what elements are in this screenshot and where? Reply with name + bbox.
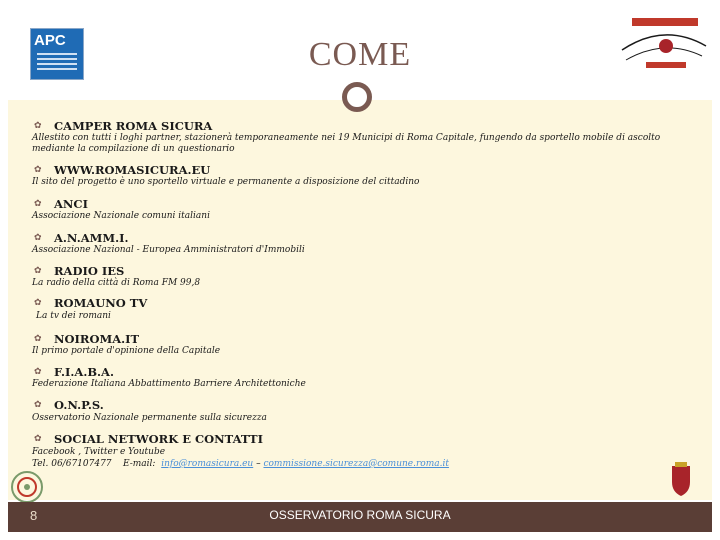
contacts-line xyxy=(32,459,692,470)
item-desc-romauno: La tv dei romani xyxy=(36,311,111,321)
apc-logo-text-lines xyxy=(37,53,77,73)
email-link-romasicura[interactable]: info@romasicura.eu xyxy=(161,459,254,469)
item-desc-radio: La radio della città di Roma FM 99,8 xyxy=(32,278,201,288)
item-desc-noiroma: Il primo portale d'opinione della Capitale xyxy=(32,346,221,356)
item-desc-anci: Associazione Nazionale comuni italiani xyxy=(32,211,210,221)
bullet-icon: ✿ xyxy=(34,367,42,377)
roma-capitale-emblem-icon xyxy=(666,462,696,500)
bullet-icon: ✿ xyxy=(34,199,42,209)
bullet-icon: ✿ xyxy=(34,266,42,276)
bullet-icon: ✿ xyxy=(34,165,42,175)
bullet-icon: ✿ xyxy=(34,400,42,410)
contact-email-label: E-mail: xyxy=(122,459,156,469)
item-title-radio: RADIO IES xyxy=(54,264,125,278)
email-link-commissione[interactable]: commissione.sicurezza@comune.roma.it xyxy=(263,459,449,469)
bullet-icon: ✿ xyxy=(34,121,42,131)
page-number: 8 xyxy=(30,508,38,523)
item-title-camper: CAMPER ROMA SICURA xyxy=(54,119,213,133)
item-desc-onps: Osservatorio Nazionale permanente sulla sicurezza xyxy=(32,413,267,423)
item-desc-social: Facebook , Twitter e Youtube xyxy=(32,447,166,457)
bullet-icon: ✿ xyxy=(34,298,42,308)
item-title-anammi: A.N.AMM.I. xyxy=(54,231,129,245)
bullet-icon: ✿ xyxy=(34,233,42,243)
item-desc-camper: Allestito con tutti i loghi partner, stazionerà temporaneamente nei 19 Municipi di Roma Capitale, fungendo da sportello mobile di ascolto mediante la compilazione di un questionario xyxy=(32,133,661,154)
contact-phone: Tel. 06/67107477 xyxy=(32,459,112,469)
osservatorio-logo xyxy=(616,16,712,74)
apc-logo xyxy=(30,28,84,80)
item-title-romauno: ROMAUNO TV xyxy=(54,296,148,310)
item-title-website: WWW.ROMASICURA.EU xyxy=(54,163,211,177)
item-desc-fiaba: Federazione Italiana Abbattimento Barriere Architettoniche xyxy=(32,379,306,389)
contact-separator: – xyxy=(256,459,261,469)
page-title: COME xyxy=(308,36,412,73)
item-desc-anammi: Associazione Nazional - Europea Amministratori d'Immobili xyxy=(32,245,305,255)
partner-badge-icon xyxy=(10,470,44,504)
bullet-icon: ✿ xyxy=(34,334,42,344)
item-title-anci: ANCI xyxy=(54,197,88,211)
ring-ornament-icon xyxy=(342,82,372,112)
footer-title: OSSERVATORIO ROMA SICURA xyxy=(269,508,451,522)
item-title-social: SOCIAL NETWORK E CONTATTI xyxy=(54,432,263,446)
item-desc-website: Il sito del progetto è uno sportello virtuale e permanente a disposizione del cittadino xyxy=(32,177,420,187)
bullet-icon: ✿ xyxy=(34,434,42,444)
item-title-noiroma: NOIROMA.IT xyxy=(54,332,140,346)
item-title-onps: O.N.P.S. xyxy=(54,398,104,412)
apc-logo-abbr: APC xyxy=(34,32,66,49)
item-title-fiaba: F.I.A.B.A. xyxy=(54,365,114,379)
